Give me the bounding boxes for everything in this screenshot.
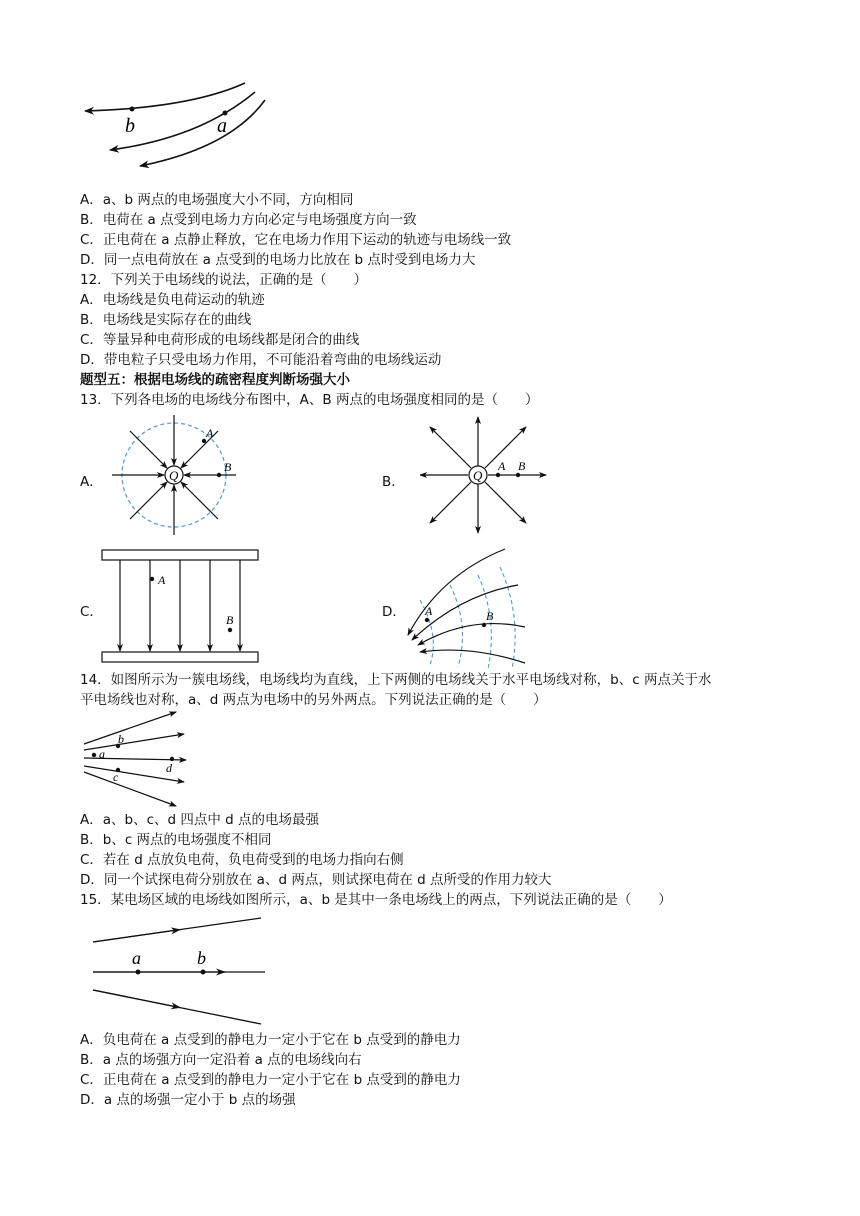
field-line — [84, 772, 176, 806]
q13-figure-b — [420, 415, 550, 535]
q13-figure-c — [100, 548, 265, 666]
q15-stem: 15．某电场区域的电场线如图所示，a、b 是其中一条电场线上的两点，下列说法正确的是（ ） — [80, 892, 672, 908]
q14-option-b: B．b、c 两点的电场强度不相同 — [80, 832, 272, 848]
q14-option-c: C．若在 d 点放负电荷，负电荷受到的电场力指向右侧 — [80, 852, 404, 868]
field-line — [140, 100, 265, 166]
label-A: A — [425, 604, 433, 618]
q12-option-a: A．电场线是负电荷运动的轨迹 — [80, 292, 265, 308]
q13-option-a-label: A． — [80, 474, 103, 490]
q15-option-a: A．负电荷在 a 点受到的静电力一定小于它在 b 点受到的静电力 — [80, 1032, 461, 1048]
field-line — [85, 83, 245, 111]
point-b — [130, 107, 135, 112]
q14-figure — [80, 708, 190, 810]
point-a — [136, 970, 141, 975]
charge-label: Q — [169, 468, 179, 483]
q11-option-a: A．a、b 两点的电场强度大小不同，方向相同 — [80, 192, 354, 208]
label-a: a — [217, 115, 227, 137]
field-line — [418, 624, 525, 645]
label-a: a — [99, 747, 105, 761]
q13-figure-a — [112, 415, 242, 535]
q11-option-c: C．正电荷在 a 点静止释放，它在电场力作用下运动的轨迹与电场线一致 — [80, 232, 512, 248]
label-b: b — [125, 115, 135, 137]
point-A — [496, 473, 500, 477]
label-c: c — [113, 770, 119, 784]
q15-figure — [85, 912, 270, 1027]
point-B — [482, 623, 486, 627]
field-line — [485, 482, 526, 523]
label-A: A — [206, 426, 214, 440]
label-B: B — [486, 609, 494, 623]
point-B — [217, 473, 221, 477]
q12-option-b: B．电场线是实际存在的曲线 — [80, 312, 252, 328]
label-B: B — [224, 460, 232, 474]
top-plate — [102, 550, 258, 560]
q13-option-b-label: B． — [382, 474, 405, 490]
q11-option-d: D．同一点电荷放在 a 点受到的电场力比放在 b 点时受到电场力大 — [80, 252, 476, 268]
field-line — [130, 431, 167, 468]
label-b: b — [197, 948, 206, 968]
field-line — [130, 482, 167, 519]
field-line — [181, 482, 218, 519]
q13-stem: 13．下列各电场的电场线分布图中，A、B 两点的电场强度相同的是（ ） — [80, 392, 539, 408]
field-line — [430, 482, 471, 523]
field-line — [84, 712, 176, 744]
field-line-arrow — [93, 990, 180, 1008]
q13-figure-d — [400, 545, 530, 670]
equipotential-line — [500, 567, 515, 669]
point-A — [425, 618, 429, 622]
label-b: b — [118, 732, 124, 746]
label-B: B — [518, 459, 526, 473]
field-line — [430, 427, 471, 468]
equipotential-line — [450, 585, 463, 667]
q12-option-d: D．带电粒子只受电场力作用，不可能沿着弯曲的电场线运动 — [80, 352, 442, 368]
field-line-arrow — [93, 930, 180, 942]
q12-option-c: C．等量异种电荷形成的电场线都是闭合的曲线 — [80, 332, 360, 348]
q11-option-b: B．电荷在 a 点受到电场力方向必定与电场强度方向一致 — [80, 212, 417, 228]
q14-option-d: D．同一个试探电荷分别放在 a、d 两点，则试探电荷在 d 点所受的作用力较大 — [80, 872, 552, 888]
q14-stem-line1: 14．如图所示为一簇电场线，电场线均为直线，上下两侧的电场线关于水平电场线对称，b、c 两点关于水 — [80, 672, 712, 688]
q11-figure — [80, 78, 280, 168]
point-B — [516, 473, 520, 477]
point-a — [92, 753, 96, 757]
label-d: d — [166, 761, 172, 775]
q15-option-d: D．a 点的场强一定小于 b 点的场强 — [80, 1092, 296, 1108]
q13-option-c-label: C． — [80, 604, 103, 620]
point-B — [228, 628, 232, 632]
charge-label: Q — [473, 468, 483, 483]
q14-option-a: A．a、b、c、d 四点中 d 点的电场最强 — [80, 812, 320, 828]
point-b — [201, 970, 206, 975]
q15-option-c: C．正电荷在 a 点受到的静电力一定小于它在 b 点受到的静电力 — [80, 1072, 461, 1088]
label-A: A — [498, 459, 506, 473]
q11-field-lines — [80, 78, 280, 168]
point-A — [150, 577, 154, 581]
q13-option-d-label: D． — [382, 604, 406, 620]
q14-stem-line2: 平电场线也对称，a、d 两点为电场中的另外两点。下列说法正确的是（ ） — [80, 692, 547, 708]
section-heading: 题型五：根据电场线的疏密程度判断场强大小 — [80, 372, 350, 388]
bottom-plate — [102, 652, 258, 662]
q12-stem: 12．下列关于电场线的说法，正确的是（ ） — [80, 272, 368, 288]
field-line — [420, 650, 525, 663]
q15-option-b: B．a 点的场强方向一定沿着 a 点的电场线向右 — [80, 1052, 362, 1068]
label-A: A — [158, 573, 166, 587]
label-a: a — [132, 948, 141, 968]
label-B: B — [226, 613, 234, 627]
